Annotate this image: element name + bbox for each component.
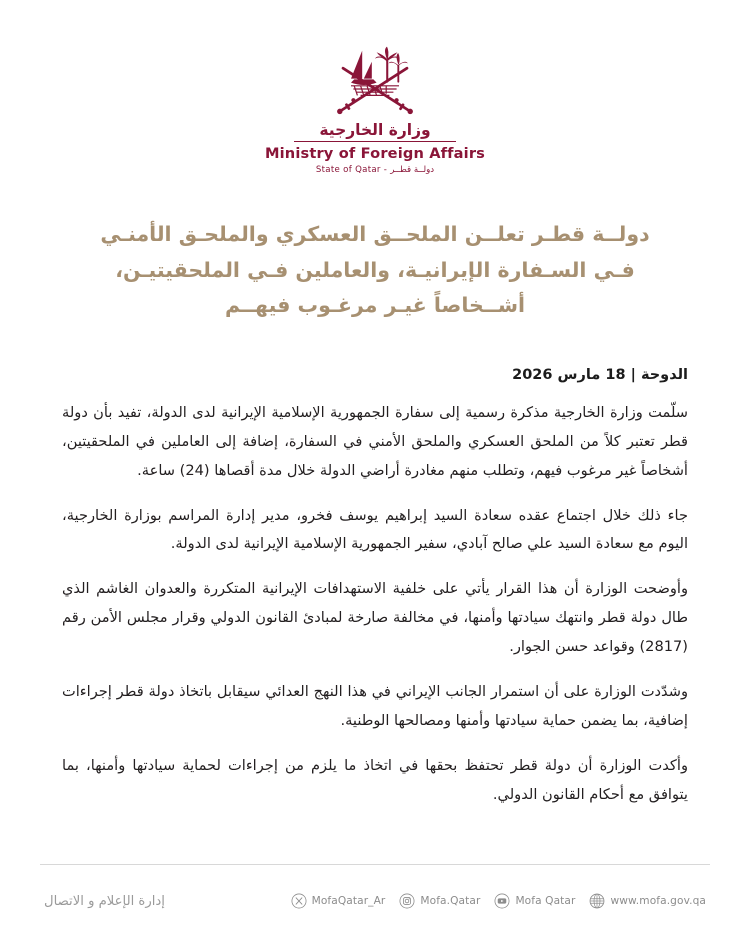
footer-spacer [62, 810, 688, 864]
globe-website-icon [589, 893, 605, 909]
social-link-instagram[interactable] [399, 893, 480, 909]
social-handle-website: www.mofa.gov.qa [610, 895, 706, 907]
social-links-row [291, 893, 706, 909]
ministry-subtitle: State of Qatar - دولــة قطــر [315, 165, 435, 176]
department-label: إدارة الإعلام و الاتصال [44, 893, 165, 909]
social-link-youtube[interactable] [494, 893, 575, 909]
paragraph: وأكدت الوزارة أن دولة قطر تحتفظ بحقها في اتخاذ ما يلزم من إجراءات لحماية سيادتها وأمنها، بما يتوافق مع أحكام القانون الدولي. [62, 756, 688, 803]
social-handle-x: MofaQatar_Ar [311, 895, 386, 907]
headline-line-1: دولــة قطـر تعلــن الملحــق العسكري والملحـق الأمنـي [100, 222, 650, 247]
paragraph: جاء ذلك خلال اجتماع عقده سعادة السيد إبراهيم يوسف فخرو، مدير إدارة المراسم بوزارة الخارجية، اليوم مع سعادة السيد علي صالح آبادي، سفير الجمهورية الإسلامية الإيرانية لدى الدولة. [62, 506, 688, 553]
instagram-icon [399, 893, 415, 909]
page-title [62, 217, 688, 323]
social-link-website[interactable] [589, 893, 706, 909]
ministry-name-arabic: وزارة الخارجية [319, 121, 431, 139]
ministry-logo-block [62, 44, 688, 175]
x-twitter-icon [291, 893, 307, 909]
paragraph: وشدّدت الوزارة على أن استمرار الجانب الإيراني في هذا النهج العدائي سيقابل باتخاذ دولة قطر إجراءات إضافية، بما يضمن حماية سيادتها وأمنها ومصالحها الوطنية. [62, 683, 688, 729]
page-footer [40, 865, 710, 937]
youtube-icon [494, 893, 510, 909]
paragraph: وأوضحت الوزارة أن هذا القرار يأتي على خلفية الاستهدافات الإيرانية المتكررة والعدوان الغاشم الذي طال دولة قطر وانتهك سيادتها وأمنها، في مخالفة صارخة لمبادئ القانون الدولي وقرار مجلس الأمن رقم (2817) وقواعد حسن الجوار. [62, 580, 688, 656]
paragraph: سلّمت وزارة الخارجية مذكرة رسمية إلى سفارة الجمهورية الإسلامية الإيرانية لدى الدولة، تفيد بأن دولة قطر تعتبر كلاً من الملحق العسكري والملحق الأمني في السفارة، إضافة إلى العاملين في الملحقيتين، أشخاصاً غير مرغوب فيهم، وتطلب منهم مغادرة أراضي الدولة خلال مدة أقصاها (24) ساعة. [62, 403, 688, 479]
qatar-state-emblem-icon [327, 44, 423, 118]
dateline: الدوحة | 18 مارس 2026 [512, 366, 688, 383]
logo-divider-rule [294, 141, 456, 142]
statement-body [62, 399, 688, 810]
headline-line-2: فـي السـفارة الإيرانيـة، والعاملين فـي الملحقيتيـن، [115, 257, 635, 282]
ministry-name-english: Ministry of Foreign Affairs [264, 145, 486, 163]
social-handle-youtube: Mofa Qatar [515, 895, 576, 907]
social-link-x[interactable] [291, 893, 386, 909]
headline-line-3: أشــخاصاً غيـر مرغـوب فيهــم [224, 292, 526, 317]
social-handle-instagram: Mofa.Qatar [420, 895, 481, 907]
